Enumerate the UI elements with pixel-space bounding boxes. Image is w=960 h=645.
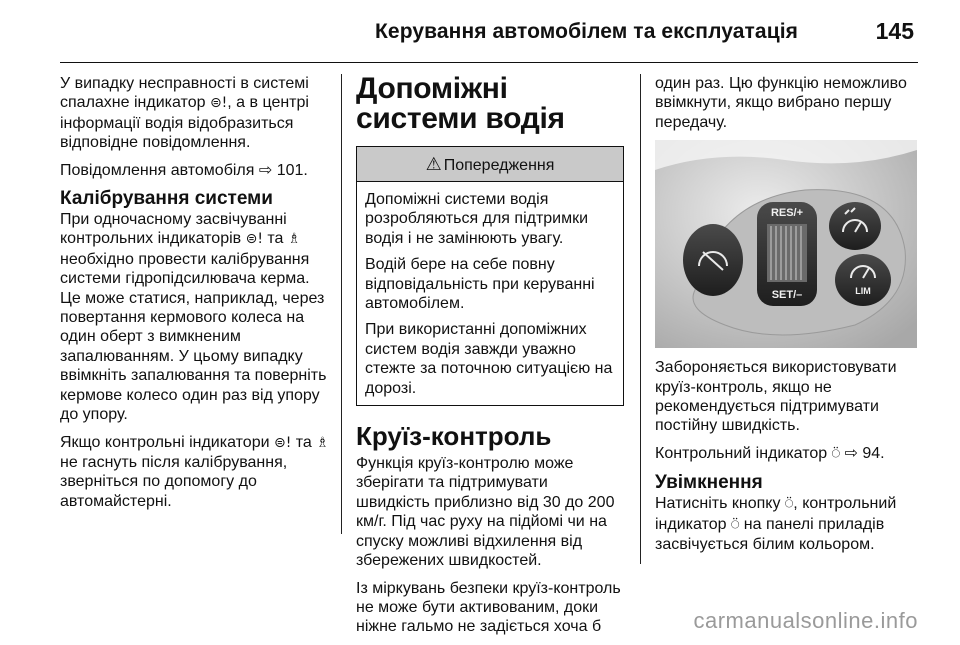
warning-label: Попередження	[443, 157, 555, 174]
paragraph-cruise-safety: Із міркувань безпеки круїз-контроль не може бути активованим, доки ніжне гальмо не задіється хоча б	[356, 579, 621, 636]
heading-cruise-control: Круїз-контроль	[356, 421, 552, 452]
paragraph-cruise-speed: Функція круїз-контролю може зберігати та підтримувати швидкість приблизно від 30 до 200 км/г. Під час руху на підйомі чи на спуску можливі відхилення від збережених швидкостей.	[356, 455, 615, 570]
warning-triangle-icon: ⚠	[425, 154, 442, 174]
steering-fault-icon: ⊜!	[273, 434, 292, 451]
header-title: Керування автомобілем та експлуатація	[375, 20, 798, 43]
paragraph-calibration: При одночасному засвічуванні контрольних індикаторів ⊜! та ♗ необхідно провести калібрування системи гідропідсилювача керма. Це може статися, наприклад, через повертання кермового колеса на один оберт з вимкненим запалюванням. У цьому випадку ввімкніть запалювання та поверніть кермове колесо один раз від упору до упору.	[60, 211, 327, 424]
column-2	[356, 74, 624, 645]
warning-paragraph: Водій бере на себе повну відповідальність при керуванні автомобілем.	[365, 256, 595, 313]
section-title: Допоміжні системи водія	[356, 72, 565, 135]
paragraph-vehicle-messages: Повідомлення автомобіля ⇨ 101.	[60, 161, 308, 179]
page-reference: ⇨ 101.	[258, 161, 308, 179]
page-number: 145	[875, 18, 914, 44]
column-1	[60, 74, 332, 519]
lim-label: LIM	[855, 286, 871, 297]
warning-paragraph: Допоміжні системи водія розробляються для підтримки водія і не замінюють увагу.	[365, 191, 589, 247]
paragraph-cruise-prohibited: Забороняється використовувати круїз-контроль, якщо не рекомендується підтримувати постійну швидкість.	[655, 359, 897, 435]
heading-calibration: Калібрування системи	[60, 188, 273, 210]
steering-fault-icon: ⊜!	[245, 231, 263, 248]
warning-paragraph: При використанні допоміжних систем водія завжди уважно стежте за поточною ситуацією на дорозі.	[365, 321, 613, 397]
set-minus-label: SET/–	[771, 289, 803, 302]
paragraph-switch-on: Натисніть кнопку ⍥, контрольний індикатор ⍥ на панелі приладів засвічується білим кольором.	[655, 495, 897, 554]
paragraph-indicator: Контрольний індикатор ⍥ ⇨ 94.	[655, 444, 885, 462]
page-header	[60, 16, 918, 63]
cruise-indicator-icon: ⍥	[784, 496, 794, 513]
rocker-grip	[767, 224, 807, 282]
warning-header	[357, 147, 623, 182]
paragraph-workshop: Якщо контрольні індикатори ⊜! та ♗ не гаснуть після калібрування, зверніться по допомогу до автомайстерні.	[60, 433, 329, 510]
warning-body	[357, 182, 623, 398]
paragraph-fault: У випадку несправності в системі спалахне індикатор ⊜!, а в центрі інформації водія відобразиться відповідне повідомлення.	[60, 75, 309, 152]
res-plus-label: RES/+	[770, 207, 804, 220]
cruise-indicator-icon: ⍥	[730, 516, 740, 533]
column-divider	[341, 74, 342, 534]
heading-switch-on: Увімкнення	[655, 472, 763, 494]
column-divider	[640, 74, 641, 564]
cruise-control-buttons-image	[655, 140, 917, 348]
paragraph-first-gear: один раз. Цю функцію неможливо ввімкнути, якщо вибрано першу передачу.	[655, 75, 907, 131]
column-3	[655, 74, 917, 562]
watermark: carmanualsonline.info	[693, 608, 918, 633]
cruise-indicator-icon: ⍥	[831, 445, 841, 462]
stability-control-icon: ♗	[316, 434, 329, 451]
steering-fault-icon: ⊜!	[209, 95, 228, 112]
steering-wheel-controls-illustration	[655, 140, 917, 348]
page-reference: ⇨ 94.	[840, 444, 885, 462]
stability-control-icon: ♗	[287, 231, 301, 248]
warning-box	[356, 146, 624, 406]
speed-limiter-button-shape	[835, 254, 891, 306]
